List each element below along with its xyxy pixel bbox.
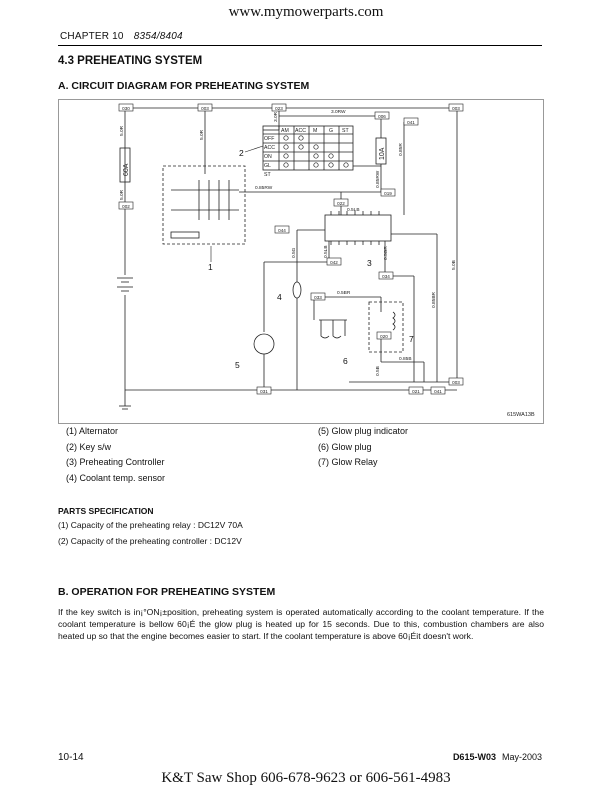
- wire-label: 0.85B: [399, 357, 412, 362]
- keytable-row-label: OFF: [264, 136, 275, 142]
- circuit-diagram: [58, 99, 544, 424]
- spec-item: (1) Capacity of the preheating relay : DC12V 70A: [58, 520, 243, 530]
- parts-spec-title: PARTS SPECIFICATION: [58, 506, 154, 516]
- part-item: (5) Glow plug indicator: [318, 426, 409, 436]
- keytable-col-label: AM: [281, 128, 289, 134]
- parts-list-left: [66, 426, 165, 488]
- website-header[interactable]: www.mymowerparts.com: [228, 4, 384, 20]
- callout-coolant-sensor: 4: [277, 292, 282, 302]
- part-item: (6) Glow plug: [318, 441, 372, 452]
- connector-label: 044: [278, 228, 286, 233]
- callout-alternator: 1: [208, 262, 213, 272]
- connector-label: 021: [412, 389, 420, 394]
- section-title: 4.3 PREHEATING SYSTEM: [58, 55, 203, 67]
- connector-label: 033: [314, 295, 322, 300]
- parts-list-right: [318, 426, 408, 473]
- connector-label: 031: [260, 389, 268, 394]
- wire-label: 0.5G: [292, 247, 297, 258]
- wire-label: 3.0RW: [331, 110, 346, 115]
- wire-label: 0.85R: [399, 143, 404, 156]
- wire-label: 5.0B: [452, 260, 457, 270]
- connector-label: 019: [384, 191, 392, 196]
- wire-label: 3.0R: [274, 111, 279, 122]
- keytable-col-label: M: [313, 128, 318, 134]
- connector-label: 042: [330, 260, 338, 265]
- keytable-col-label: G: [329, 128, 334, 134]
- shop-footer: K&T Saw Shop 606-678-9623 or 606-561-4983: [161, 770, 451, 786]
- connector-label: 003: [452, 106, 460, 111]
- wire-label: 0.85BR: [432, 292, 437, 308]
- doc-code: D615-W03: [452, 752, 496, 762]
- part-item: (1) Alternator: [66, 426, 119, 436]
- connector-label: 041: [407, 120, 415, 125]
- page-number: 10-14: [58, 752, 84, 763]
- part-item: (7) Glow Relay: [318, 457, 378, 467]
- figure-id: 615WA13B: [507, 412, 535, 418]
- connector-label: 030: [122, 106, 130, 111]
- part-item: (2) Key s/w: [66, 441, 112, 452]
- connector-label: 020: [380, 334, 388, 339]
- fuse-10a-label: 10A: [379, 147, 386, 160]
- header-rule: [58, 45, 542, 46]
- operation-text: If the key switch is in¡°ON¡±position, preheating system is operated automatically according to the coolant temperature. If the coolant temperature is bellow 60¡É the glow plug is heated up for 15 seconds. Due to this, combustion chambers are also heated up so that the engine becomes easier to start. If the coolant temperature is above 60¡Éit doesn't work.: [58, 607, 544, 642]
- keytable-row-label: ST: [264, 172, 271, 178]
- chapter-header: [60, 31, 183, 42]
- fuse-60a-label: 60A: [123, 163, 130, 176]
- wire-label: 0.5LB: [347, 208, 360, 213]
- wire-label: 0.5BR: [337, 291, 351, 296]
- connector-label: 006: [378, 114, 386, 119]
- doc-date: May-2003: [501, 752, 542, 762]
- part-item: (4) Coolant temp. sensor: [66, 472, 166, 483]
- wire-label: 5.0R: [120, 189, 125, 200]
- keytable-row-label: ON: [264, 154, 272, 160]
- wire-label: 5.0R: [200, 129, 205, 140]
- circuit-diagram-svg: [59, 100, 543, 423]
- connector-label: 002: [122, 204, 130, 209]
- callout-glow-indicator: 5: [235, 360, 240, 370]
- wire-label: 5.0R: [120, 125, 125, 136]
- wire-label: 0.85RW: [255, 186, 273, 191]
- callout-glow-relay: 7: [409, 334, 414, 344]
- connector-label: 003: [201, 106, 209, 111]
- callout-key-switch: 2: [239, 148, 244, 158]
- keytable-row-label: GL: [264, 163, 271, 169]
- callout-glow-plug: 6: [343, 356, 348, 366]
- subsection-title-a: A. CIRCUIT DIAGRAM FOR PREHEATING SYSTEM: [58, 80, 310, 92]
- wire-label: 0.5LB: [324, 245, 329, 258]
- part-item: (3) Preheating Controller: [66, 457, 165, 467]
- wire-label: 0.5GR: [384, 246, 389, 260]
- connector-label: 034: [382, 274, 390, 279]
- callout-controller: 3: [367, 258, 372, 268]
- keytable-col-label: ST: [342, 128, 349, 134]
- connector-label: 003: [452, 380, 460, 385]
- connector-label: 022: [337, 201, 345, 206]
- wire-label: 0.5B: [376, 366, 381, 376]
- connector-label: 023: [275, 106, 283, 111]
- connector-label: 041: [434, 389, 442, 394]
- subsection-title-b: B. OPERATION FOR PREHEATING SYSTEM: [58, 586, 276, 598]
- model-label: 8354/8404: [133, 31, 183, 42]
- keytable-row-label: ACC: [264, 145, 275, 151]
- spec-item: (2) Capacity of the preheating controller : DC12V: [58, 536, 242, 546]
- wire-label: 0.85RW: [376, 170, 381, 188]
- keytable-col-label: ACC: [295, 128, 306, 134]
- doc-reference: [453, 752, 542, 762]
- chapter-label: CHAPTER 10: [60, 31, 124, 42]
